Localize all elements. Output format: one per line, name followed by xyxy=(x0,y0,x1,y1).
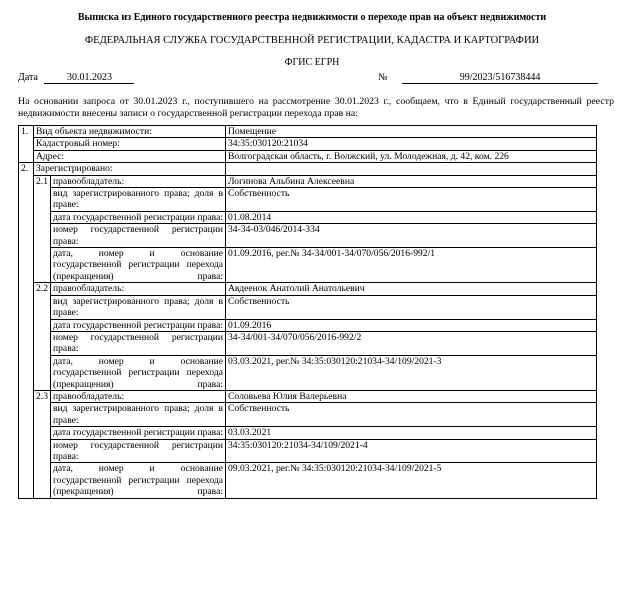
field-value-basis: 09.03.2021, рег.№ 34:35:030120:21034-34/109/2021-5 xyxy=(226,463,597,498)
table-row xyxy=(19,126,597,138)
field-value-right-type: Собственность xyxy=(226,295,597,319)
table-row xyxy=(19,463,597,498)
field-label-reg-date: дата государственной регистрации права: xyxy=(51,427,226,439)
section-number: 2. xyxy=(19,163,34,498)
field-value-holder: Соловьева Юлия Валерьевна xyxy=(226,390,597,402)
field-label-reg-number: номер государственной регистрации права: xyxy=(51,331,226,355)
agency-name: ФЕДЕРАЛЬНАЯ СЛУЖБА ГОСУДАРСТВЕННОЙ РЕГИСТРАЦИИ, КАДАСТРА И КАРТОГРАФИИ xyxy=(84,35,540,46)
field-label-holder: правообладатель: xyxy=(51,390,226,402)
table-row xyxy=(19,283,597,295)
entry-number: 2.1 xyxy=(34,175,51,283)
table-row xyxy=(19,403,597,427)
table-row xyxy=(19,439,597,463)
field-label-reg-date: дата государственной регистрации права: xyxy=(51,211,226,223)
field-label-basis: дата, номер и основание государственной регистрации перехода (прекращения) права: xyxy=(51,248,226,283)
field-value-reg-number: 34-34-03/046/2014-334 xyxy=(226,224,597,248)
field-value-holder: Авдеенок Анатолий Анатольевич xyxy=(226,283,597,295)
field-label-reg-number: номер государственной регистрации права: xyxy=(51,224,226,248)
field-label-right-type: вид зарегистрированного права; доля в праве: xyxy=(51,295,226,319)
table-row xyxy=(19,211,597,223)
date-block xyxy=(18,72,134,84)
field-value-basis: 03.03.2021, рег.№ 34:35:030120:21034-34/109/2021-3 xyxy=(226,355,597,390)
table-row xyxy=(19,427,597,439)
field-value-reg-date: 01.08.2014 xyxy=(226,211,597,223)
date-value: 30.01.2023 xyxy=(44,72,134,84)
table-row xyxy=(19,390,597,402)
cadastral-value: 34:35:030120:21034 xyxy=(226,138,597,150)
field-value-reg-number: 34-34/001-34/070/056/2016-992/2 xyxy=(226,331,597,355)
field-label-holder: правообладатель: xyxy=(51,175,226,187)
table-row xyxy=(19,175,597,187)
field-label-right-type: вид зарегистрированного права; доля в праве: xyxy=(51,188,226,212)
field-value-right-type: Собственность xyxy=(226,188,597,212)
entry-number: 2.3 xyxy=(34,390,51,498)
document-title: Выписка из Единого государственного реестра недвижимости о переходе прав на объект недвижимости xyxy=(77,12,547,23)
number-label: № xyxy=(378,72,388,83)
object-type-label: Вид объекта недвижимости: xyxy=(34,126,226,138)
field-label-holder: правообладатель: xyxy=(51,283,226,295)
field-value-reg-date: 01.09.2016 xyxy=(226,319,597,331)
field-label-basis: дата, номер и основание государственной регистрации перехода (прекращения) права: xyxy=(51,463,226,498)
date-label: Дата xyxy=(18,72,38,83)
table-row xyxy=(19,331,597,355)
table-row xyxy=(19,138,597,150)
field-value-right-type: Собственность xyxy=(226,403,597,427)
system-name: ФГИС ЕГРН xyxy=(284,57,340,68)
table-row xyxy=(19,248,597,283)
registered-value-empty xyxy=(226,163,597,175)
table-row xyxy=(19,150,597,162)
field-label-basis: дата, номер и основание государственной регистрации перехода (прекращения) права: xyxy=(51,355,226,390)
field-value-holder: Логинова Альбина Алексеевна xyxy=(226,175,597,187)
table-row xyxy=(19,355,597,390)
field-value-reg-date: 03.03.2021 xyxy=(226,427,597,439)
section-number: 1. xyxy=(19,126,34,163)
table-row xyxy=(19,188,597,212)
registered-label: Зарегистрировано: xyxy=(34,163,226,175)
table-row xyxy=(19,295,597,319)
field-value-basis: 01.09.2016, рег.№ 34-34/001-34/070/056/2016-992/1 xyxy=(226,248,597,283)
cadastral-label: Кадастровый номер: xyxy=(34,138,226,150)
field-value-reg-number: 34:35:030120:21034-34/109/2021-4 xyxy=(226,439,597,463)
object-type-value: Помещение xyxy=(226,126,597,138)
address-label: Адрес: xyxy=(34,150,226,162)
table-row xyxy=(19,224,597,248)
table-row xyxy=(19,163,597,175)
address-value: Волгоградская область, г. Волжский, ул. Молодежная, д. 42, ком. 226 xyxy=(226,150,597,162)
intro-paragraph: На основании запроса от 30.01.2023 г., поступившего на рассмотрение 30.01.2023 г., сообщаем, что в Единый государственный реестр недвижимости внесены записи о государственной регистрации перехода прав на: xyxy=(18,96,614,119)
field-label-reg-number: номер государственной регистрации права: xyxy=(51,439,226,463)
number-value: 99/2023/516738444 xyxy=(402,72,598,84)
field-label-right-type: вид зарегистрированного права; доля в праве: xyxy=(51,403,226,427)
table-row xyxy=(19,319,597,331)
entry-number: 2.2 xyxy=(34,283,51,391)
field-label-reg-date: дата государственной регистрации права: xyxy=(51,319,226,331)
registry-table xyxy=(18,125,597,499)
number-block xyxy=(378,72,598,84)
